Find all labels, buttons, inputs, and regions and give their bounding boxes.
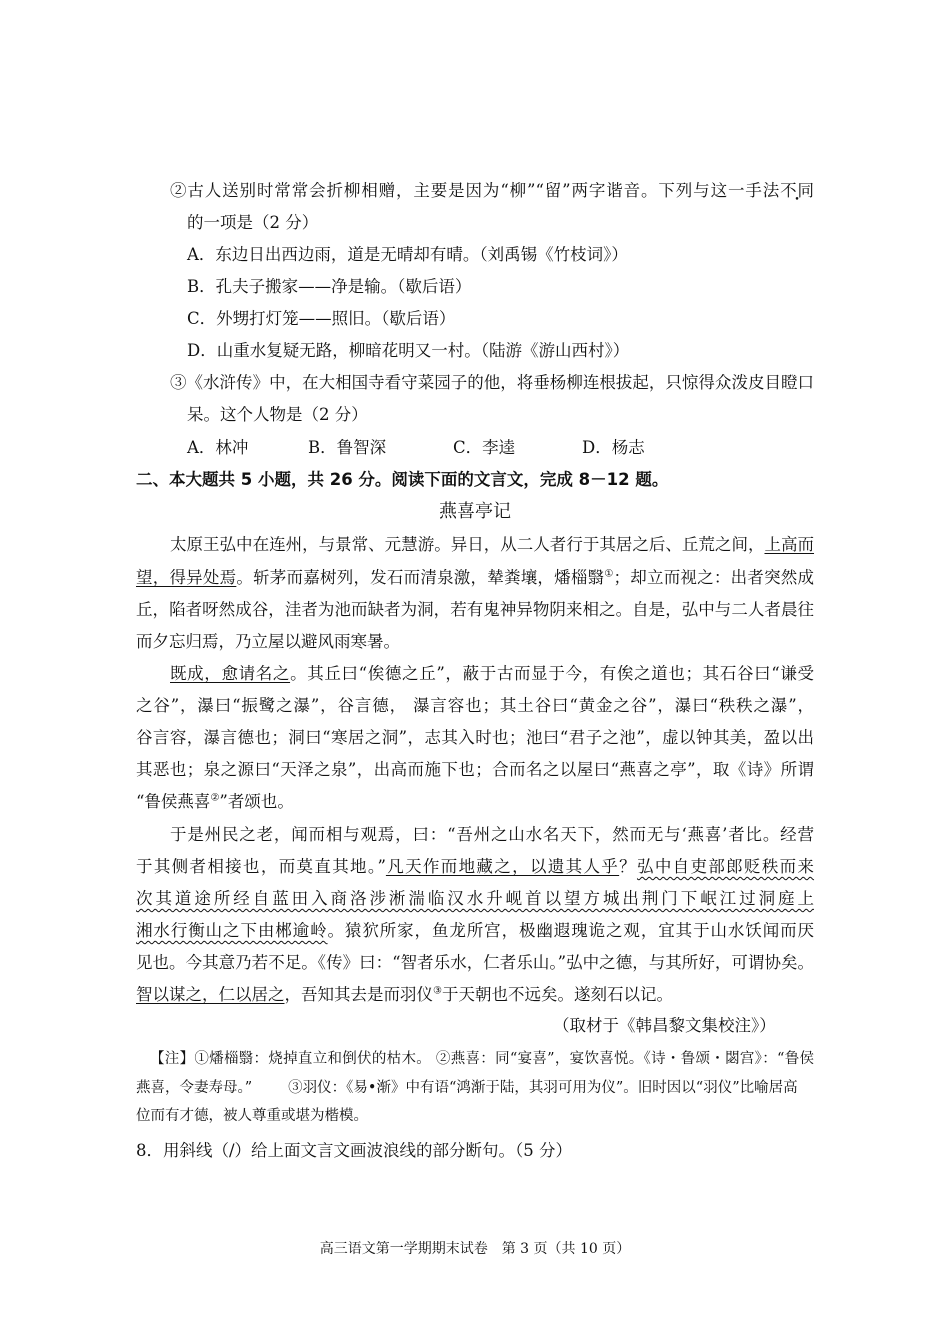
- p1-line3: 丘，陷者呀然成谷，洼者为池而缺者为洞，若有鬼神异物阴来相之。自是，弘中与二人者晨往: [136, 600, 814, 619]
- section-heading: 二、本大题共 5 小题，共 26 分。阅读下面的文言文，完成 8－12 题。: [136, 470, 669, 489]
- p1-line4: 而夕忘归焉，乃立屋以避风雨寒暑。: [136, 632, 400, 651]
- p2-line4: 其恶也；泉之源曰“天泽之泉”，出高而施下也；合而名之以屋曰“燕喜之亭”，取《诗》所谓: [136, 760, 814, 779]
- p2-line1: [170, 662, 814, 686]
- q7-3-option-a: A．林冲: [187, 438, 249, 457]
- p2-text: ”者颂也。: [219, 792, 294, 811]
- p1-line2: [136, 566, 814, 590]
- q7-2-stem-line2: 的一项是（2 分）: [187, 213, 319, 232]
- p1-underline: 上高而: [764, 535, 815, 554]
- q7-2-emphasis: 不同: [780, 181, 814, 200]
- notes-text: ③羽仪：《易•渐》中有语“鸿渐于陆，其羽可用为仪”。旧时因以“羽仪”比喻居高: [288, 1080, 798, 1096]
- q7-2-option-c: C．外甥打灯笼——照旧。（歇后语）: [187, 309, 456, 328]
- p2-line3: 谷言容，瀑言德也；洞曰“寒居之洞”，志其入时也；池曰“君子之池”，虚以钟其美，盈以出: [136, 728, 814, 747]
- p3-line3: [136, 887, 814, 911]
- notes-line1: 【注】①燔椔翳：烧掉直立和倒伏的枯木。 ②燕喜：同“宴喜”，宴饮喜悦。《诗・鲁颂・閟宫》：“鲁侯: [150, 1051, 814, 1067]
- q7-2-option-d: D．山重水复疑无路，柳暗花明又一村。（陆游《游山西村》）: [187, 341, 630, 360]
- q7-2-stem-line1: [170, 179, 814, 203]
- p3-line4: [136, 919, 814, 943]
- q7-2-option-a: A．东边日出西边雨，道是无晴却有晴。（刘禹锡《竹枝词》）: [187, 245, 628, 264]
- note-ref-3: ③: [433, 985, 442, 997]
- notes-line3: 位而有才德，被人尊重或堪为楷模。: [136, 1108, 368, 1124]
- q7-3-option-b: B．鲁智深: [308, 438, 387, 457]
- q7-3-stem-line2: 呆。这个人物是（2 分）: [187, 405, 368, 424]
- p3-text: 于天朝也不远矣。遂刻石以记。: [441, 985, 673, 1004]
- p3-underline: 凡天作而地藏之，以遗其人乎: [385, 857, 620, 876]
- p3-underline: 智以谋之，仁以居之: [136, 985, 285, 1004]
- p2-text: “鲁侯燕喜: [136, 792, 211, 811]
- p3-wavy: 弘中自吏部郎贬秩而来: [636, 857, 815, 876]
- p1-line1: [170, 533, 814, 557]
- q7-3-option-c: C．李逵: [453, 438, 516, 457]
- p3-text: ？: [619, 857, 637, 876]
- passage-title: 燕喜亭记: [439, 501, 511, 522]
- p3-line5: 见也。今其意乃若不足。《传》曰：“智者乐水，仁者乐山。”弘中之德，与其所好，可谓协矣。: [136, 953, 814, 972]
- p3-text: 于其侧者相接也，而莫直其地。”: [136, 857, 386, 876]
- p1-underline-cont: 望，得异处焉: [136, 568, 237, 587]
- p3-text: ，吾知其去是而羽仪: [284, 985, 433, 1004]
- p1-text: 太原王弘中在连州，与景常、元慧游。异日，从二人者行于其居之后、丘荒之间，: [170, 535, 765, 554]
- p1-text: 。斩茅而嘉树列，发石而清泉激，辇粪壤，燔椔翳: [236, 568, 605, 587]
- q7-2-stem-text: ②古人送别时常常会折柳相赠，主要是因为“柳”“留”两字谐音。下列与这一手法: [170, 181, 781, 200]
- p2-line5: [136, 790, 294, 814]
- p3-line6: [136, 983, 673, 1007]
- page-footer: 高三语文第一学期期末试卷 第 3 页（共 10 页）: [319, 1241, 631, 1257]
- note-ref-2: ②: [210, 792, 220, 804]
- p3-wavy: 次其道途所经自蓝田入商洛涉淅湍临汉水升岘首以望方城出荆门下岷江过洞庭上: [136, 889, 814, 908]
- notes-text: 燕喜，令妻寿母。”: [136, 1080, 253, 1096]
- p3-wavy: 湘水行衡山之下由郴逾岭: [136, 921, 328, 940]
- q8-stem: 8．用斜线（/）给上面文言文画波浪线的部分断句。（5 分）: [136, 1141, 573, 1160]
- p1-text: ；却立而视之：出者突然成: [613, 568, 815, 587]
- note-ref-1: ①: [604, 568, 614, 580]
- p2-underline: 既成，愈请名之: [170, 664, 291, 683]
- q7-2-option-b: B．孔夫子搬家——净是输。（歇后语）: [187, 277, 472, 296]
- p2-text: 。其丘曰“俟德之丘”，蔽于古而显于今，有俟之道也；其石谷曰“谦受: [290, 664, 815, 683]
- notes-line2: [136, 1077, 798, 1099]
- q7-3-option-d: D．杨志: [582, 438, 645, 457]
- p3-line1: 于是州民之老，闻而相与观焉，曰：“吾州之山水名天下，然而无与‘燕喜’者比。经营: [170, 825, 814, 844]
- p3-line2: [136, 855, 814, 879]
- p3-text: 。猿狖所家，鱼龙所宫，极幽遐瑰诡之观，宜其于山水饫闻而厌: [327, 921, 815, 940]
- passage-source: （取材于《韩昌黎文集校注》）: [553, 1016, 776, 1035]
- p2-line2: 之谷”，瀑曰“振鹭之瀑”，谷言德， 瀑言容也；其土谷曰“黄金之谷”，瀑曰“秩秩之瀑”，: [136, 696, 814, 715]
- q7-3-stem-line1: ③《水浒传》中，在大相国寺看守菜园子的他，将垂杨柳连根拔起，只惊得众泼皮目瞪口: [170, 373, 814, 392]
